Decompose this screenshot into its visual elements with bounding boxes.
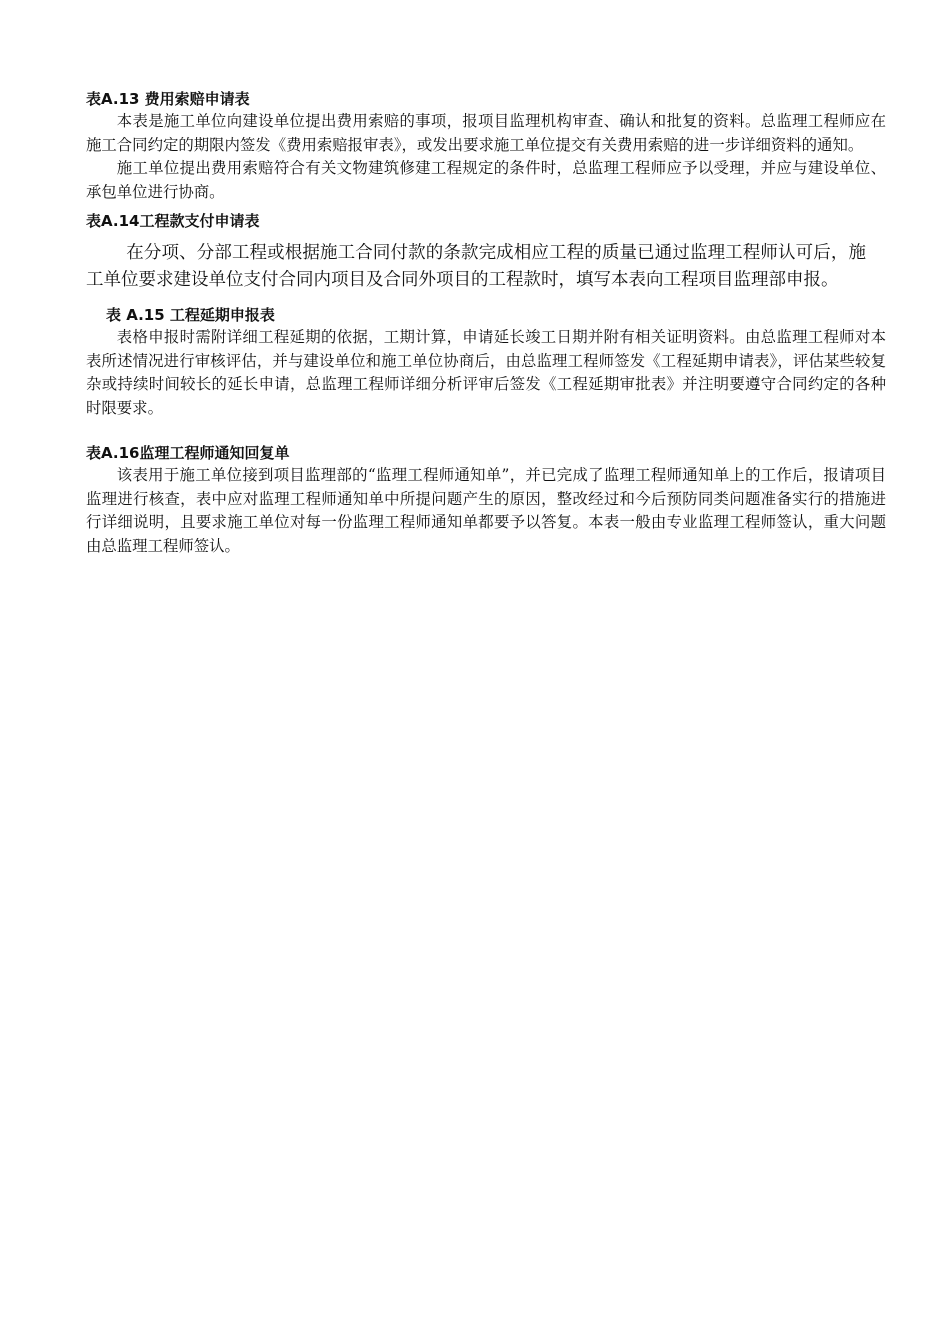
section-paragraph: 施工单位提出费用索赔符合有关文物建筑修建工程规定的条件时，总监理工程师应予以受理，并应与建设单位、承包单位进行协商。 bbox=[86, 159, 886, 201]
section-paragraph: 表格申报时需附详细工程延期的依据，工期计算，申请延长竣工日期并附有相关证明资料。由总监理工程师对本表所述情况进行审核评估，并与建设单位和施工单位协商后，由总监理工程师签发《工程延期申请表》，评估某些较复杂或持续时间较长的延长申请，总监理工程师详细分析评审后签发《工程延期审批表》并注明要遵守合同约定的各种时限要求。 bbox=[86, 328, 886, 417]
section-heading: 表A.14工程款支付申请表 bbox=[86, 212, 260, 230]
section-a13 bbox=[86, 88, 886, 204]
section-heading: 表 A.15 工程延期申报表 bbox=[106, 306, 275, 324]
section-paragraph: 该表用于施工单位接到项目监理部的“监理工程师通知单”，并已完成了监理工程师通知单上的工作后，报请项目监理进行核查，表中应对监理工程师通知单中所提问题产生的原因，整改经过和今后预防同类问题准备实行的措施进行详细说明，且要求施工单位对每一份监理工程师通知单都要予以答复。本表一般由专业监理工程师签认，重大问题由总监理工程师签认。 bbox=[86, 466, 886, 555]
document-page bbox=[86, 88, 886, 558]
section-a15 bbox=[86, 304, 886, 420]
section-heading: 表A.16监理工程师通知回复单 bbox=[86, 444, 290, 462]
section-heading: 表A.13 费用索赔申请表 bbox=[86, 90, 250, 108]
section-paragraph: 本表是施工单位向建设单位提出费用索赔的事项，报项目监理机构审查、确认和批复的资料。总监理工程师应在施工合同约定的期限内签发《费用索赔报审表》，或发出要求施工单位提交有关费用索赔的进一步详细资料的通知。 bbox=[86, 112, 886, 154]
section-a14 bbox=[86, 210, 886, 294]
section-a16 bbox=[86, 442, 886, 558]
section-paragraph: 在分项、分部工程或根据施工合同付款的条款完成相应工程的质量已通过监理工程师认可后，施工单位要求建设单位支付合同内项目及合同外项目的工程款时，填写本表向工程项目监理部申报。 bbox=[86, 243, 866, 290]
